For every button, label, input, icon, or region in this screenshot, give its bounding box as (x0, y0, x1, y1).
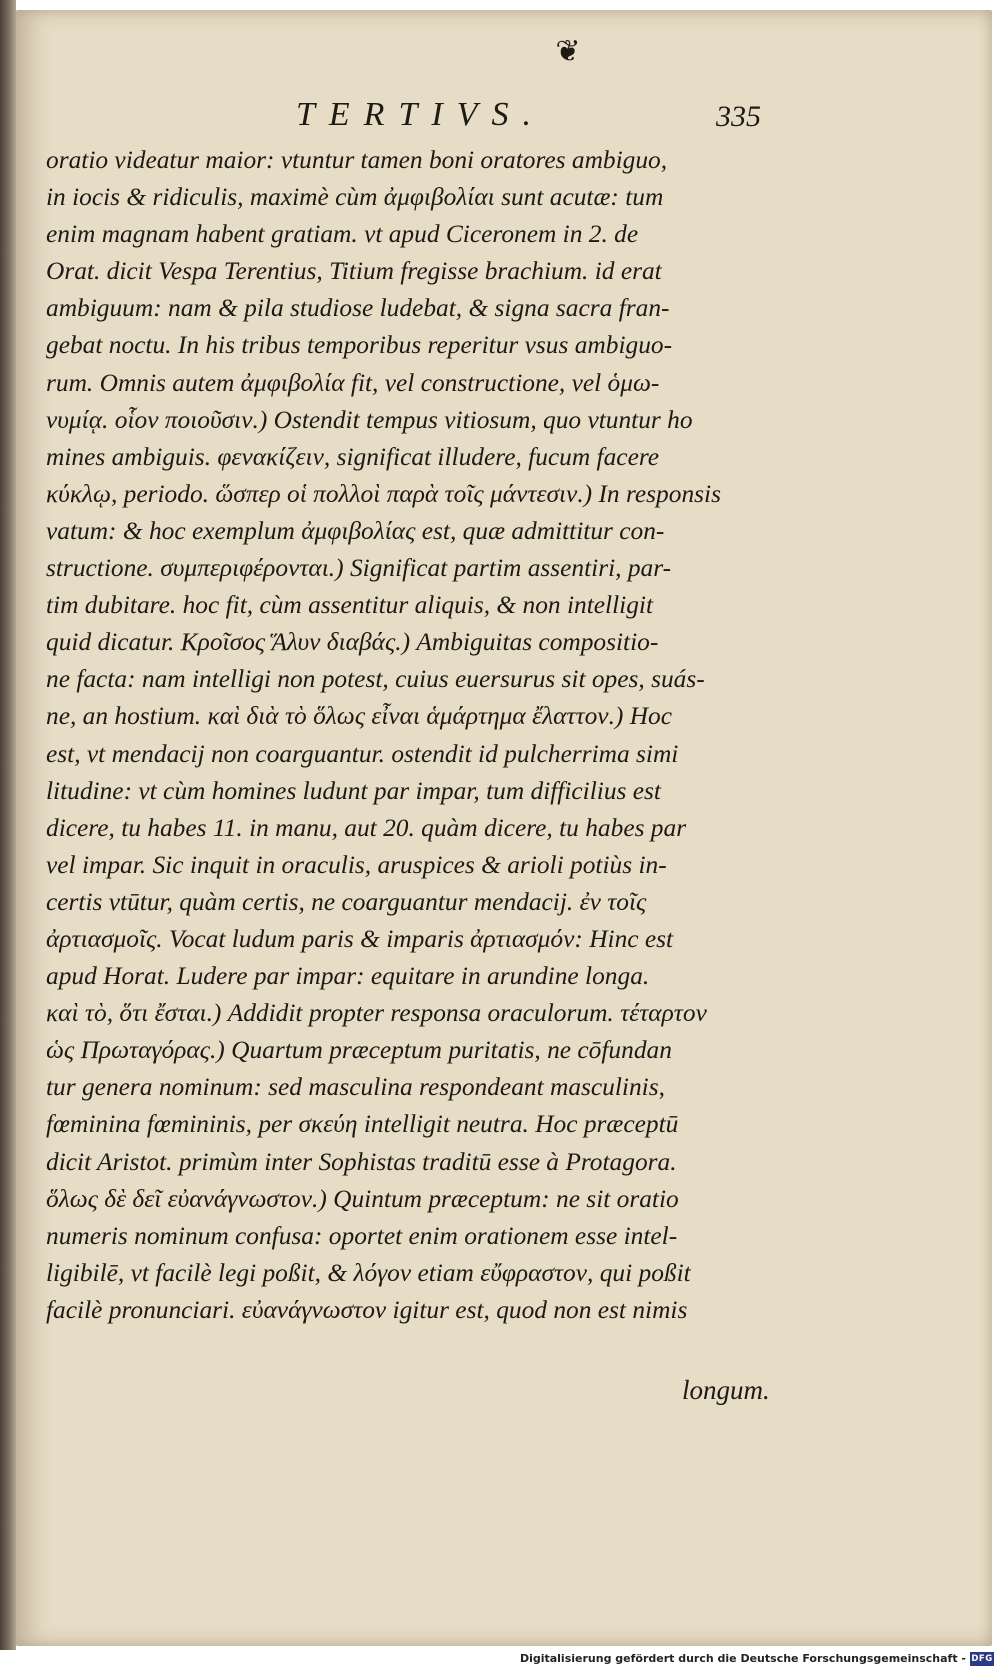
text-line: ne facta: nam intelligi non potest, cuius euersurus sit opes, suás- (46, 665, 705, 694)
dfg-logo: DFG (971, 1654, 993, 1664)
text-line: enim magnam habent gratiam. vt apud Ciceronem in 2. de (46, 220, 639, 249)
printer-ornament: ❦ (555, 34, 581, 69)
text-line: facilè pronunciari. εὐανάγνωστον igitur est, quod non est nimis (46, 1295, 688, 1324)
running-head: TERTIVS. (296, 96, 545, 133)
text-line: apud Horat. Ludere par impar: equitare in arundine longa. (46, 962, 650, 991)
text-line: litudine: vt cùm homines ludunt par impar, tum difficilius est (46, 776, 661, 805)
text-line: quid dicatur. Κροῖσος Ἅλυν διαβάς.) Ambiguitas compositio- (46, 628, 659, 657)
text-line: Orat. dicit Vespa Terentius, Titium fregisse brachium. id erat (46, 257, 662, 286)
text-line: ἀρτιασμοῖς. Vocat ludum paris & imparis ἀρτιασμόν: Hinc est (46, 924, 674, 953)
text-line: dicit Aristot. primùm inter Sophistas traditū esse à Protagora. (46, 1147, 677, 1176)
text-line: tur genera nominum: sed masculina respondeant masculinis, (46, 1073, 665, 1102)
text-line: vatum: & hoc exemplum ἀμφιβολίας est, quæ admittitur con- (46, 516, 665, 545)
text-line: fœminina fœmininis, per σκεύη intelligit neutra. Hoc præceptū (46, 1110, 679, 1139)
text-line: dicere, tu habes 11. in manu, aut 20. quàm dicere, tu habes par (46, 813, 687, 842)
text-line: numeris nominum confusa: oportet enim orationem esse intel- (46, 1221, 678, 1250)
funding-credit: Digitalisierung gefördert durch die Deutsche Forschungsgemeinschaft - (519, 1652, 966, 1665)
text-line: tim dubitare. hoc fit, cùm assentitur aliquis, & non intelligit (46, 591, 654, 620)
text-line: est, vt mendacij non coarguantur. ostendit id pulcherrima simi (46, 739, 679, 768)
text-line: rum. Omnis autem ἀμφιβολία fit, vel constructione, vel ὁμω- (46, 368, 660, 397)
text-line: gebat noctu. In his tribus temporibus reperitur vsus ambiguo- (46, 331, 673, 360)
body-text (46, 142, 798, 1329)
text-line: καὶ τὸ, ὅτι ἔσται.) Addidit propter responsa oraculorum. τέταρτον (46, 999, 707, 1028)
book-page (16, 10, 992, 1646)
text-line: κύκλῳ, periodo. ὥσπερ οἱ πολλοὶ παρὰ τοῖς μάντεσιν.) In responsis (46, 479, 721, 508)
text-line: in iocis & ridiculis, maximè cùm ἀμφιβολίαι sunt acutæ: tum (46, 183, 664, 212)
text-line: oratio videatur maior: vtuntur tamen boni oratores ambiguo, (46, 146, 668, 174)
text-line: ὡς Πρωταγόρας.) Quartum præceptum puritatis, ne cōfundan (46, 1036, 672, 1065)
book-binding-edge (0, 0, 16, 1650)
text-line: vel impar. Sic inquit in oraculis, aruspices & arioli potiùs in- (46, 850, 667, 879)
page-number: 335 (716, 100, 761, 133)
text-line: ligibilē, vt facilè legi poßit, & λόγον etiam εὔφραστον, qui poßit (46, 1258, 691, 1287)
text-line: νυμίᾳ. οἷον ποιοῦσιν.) Ostendit tempus vitiosum, quo vtuntur ho (46, 405, 693, 434)
text-line: ambiguum: nam & pila studiose ludebat, & signa sacra fran- (46, 294, 670, 323)
text-line: certis vtūtur, quàm certis, ne coarguantur mendacij. ἐν τοῖς (46, 887, 647, 916)
digitization-footer (0, 1650, 1000, 1670)
catchword: longum. (682, 1375, 770, 1405)
text-line: ne, an hostium. καὶ διὰ τὸ ὅλως εἶναι ἁμάρτημα ἔλαττον.) Hoc (46, 702, 673, 731)
text-line: mines ambiguis. φενακίζειν, significat illudere, fucum facere (46, 442, 660, 471)
text-line: structione. συμπεριφέρονται.) Significat partim assentiri, par- (46, 554, 672, 583)
text-line: ὅλως δὲ δεῖ εὐανάγνωστον.) Quintum præceptum: ne sit oratio (46, 1184, 679, 1213)
